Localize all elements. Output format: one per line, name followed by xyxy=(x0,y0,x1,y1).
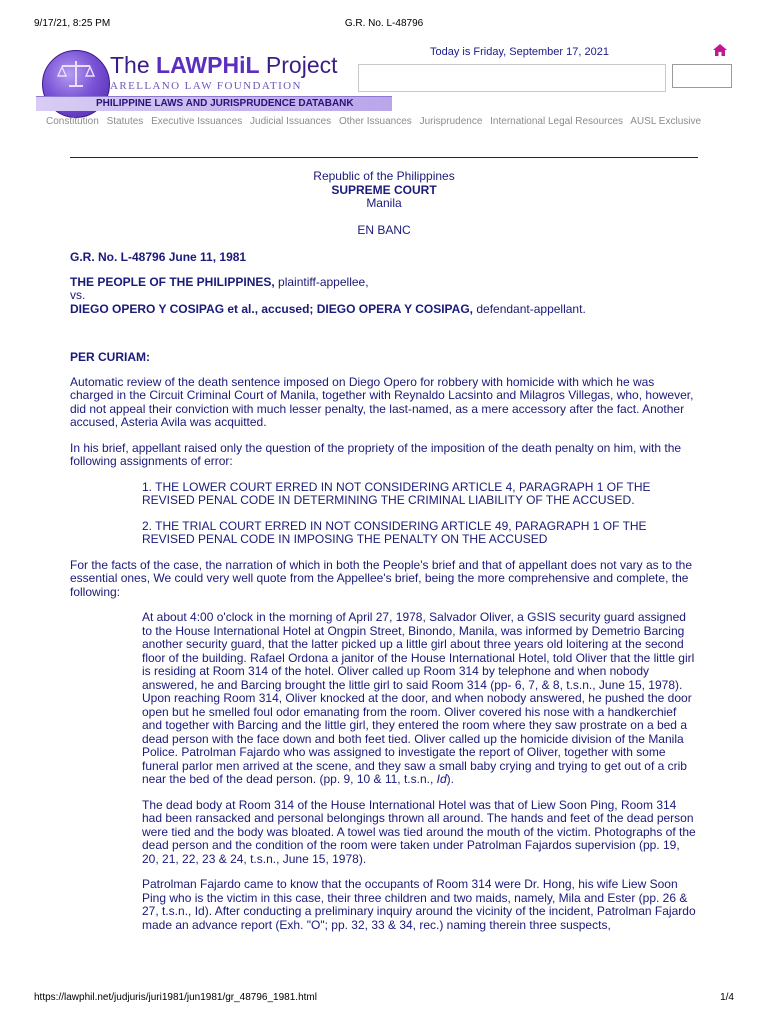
per-curiam-heading: PER CURIAM: xyxy=(70,350,150,364)
site-title xyxy=(110,52,338,79)
page-number: 1/4 xyxy=(720,992,734,1003)
party-defendant xyxy=(70,303,698,317)
quoted-paragraph-1-cite: Id xyxy=(436,772,447,786)
assignment-of-error-2: 2. THE TRIAL COURT ERRED IN NOT CONSIDERING ARTICLE 49, PARAGRAPH 1 OF THE REVISED PENAL CODE IN IMPOSING THE PENALTY ON THE ACCUSED xyxy=(142,518,647,546)
title-brand: LAWPHiL xyxy=(156,52,260,78)
court-city: Manila xyxy=(366,196,402,210)
nav-executive-issuances[interactable]: Executive Issuances xyxy=(151,116,243,127)
print-datetime: 9/17/21, 8:25 PM xyxy=(34,18,111,29)
nav-ausl-exclusive[interactable]: AUSL Exclusive xyxy=(630,116,702,127)
quoted-paragraph-1-end: ). xyxy=(446,772,455,786)
page-url[interactable]: https://lawphil.net/judjuris/juri1981/jun1981/gr_48796_1981.html xyxy=(34,992,317,1003)
party-plaintiff xyxy=(70,276,698,290)
case-document xyxy=(70,170,698,932)
site-banner[interactable] xyxy=(34,48,364,114)
nav-international-legal-resources[interactable]: International Legal Resources xyxy=(490,116,624,127)
defendant-name: DIEGO OPERO Y COSIPAG et al., accused; DIEGO OPERA Y COSIPAG, xyxy=(70,301,474,316)
assignment-of-error-1: 1. THE LOWER COURT ERRED IN NOT CONSIDERING ARTICLE 4, PARAGRAPH 1 OF THE REVISED PENAL CODE IN DETERMINING THE CRIMINAL LIABILITY OF THE ACCUSED. xyxy=(142,479,651,507)
gr-number: G.R. No. L-48796 June 11, 1981 xyxy=(70,250,247,264)
versus: vs. xyxy=(70,288,86,302)
header-divider xyxy=(70,157,698,158)
nav-constitution[interactable]: Constitution xyxy=(46,116,99,127)
nav-statutes[interactable]: Statutes xyxy=(106,116,144,127)
quoted-paragraph-1 xyxy=(142,611,698,787)
search-button[interactable] xyxy=(672,64,732,88)
division: EN BANC xyxy=(357,222,411,237)
quoted-paragraph-2: The dead body at Room 314 of the House International Hotel was that of Liew Soon Ping, Room 314 had been ransacked and personal belongings thrown all around. The hands and feet of the dead person were tied and the body was bloated. A towel was tied around the mouth of the victim. Photographs of the dead person and the condition of the room were taken under Patrolman Fajardos supervision (pp. 19, 20, 21, 22, 23 & 24, t.s.n., June 15, 1978). xyxy=(142,797,696,866)
today-date: Today is Friday, September 17, 2021 xyxy=(430,46,609,58)
scales-of-justice-icon xyxy=(56,59,96,89)
paragraph-1: Automatic review of the death sentence imposed on Diego Opero for robbery with homicide with which he was charged in the Circuit Criminal Court of Manila, together with Reynaldo Lacsinto and Milagros Villegas, who, however, did not appeal their conviction with much lesser penalty, the last-named, as a mere accessory after the fact. Another accused, Asteria Avila was acquitted. xyxy=(70,374,694,429)
print-doc-title: G.R. No. L-48796 xyxy=(344,18,424,29)
plaintiff-name: THE PEOPLE OF THE PHILIPPINES, xyxy=(70,274,275,289)
home-icon[interactable] xyxy=(712,43,728,62)
nav-jurisprudence[interactable]: Jurisprudence xyxy=(419,116,483,127)
paragraph-2: In his brief, appellant raised only the question of the propriety of the imposition of the death penalty on him, with the following assignments of error: xyxy=(70,440,682,468)
print-footer xyxy=(34,992,734,1003)
paragraph-3: For the facts of the case, the narration of which in both the People's brief and that of appellant does not vary as to the essential ones, We could very well quote from the Appellee's brief, being the more comprehensive and complete, the following: xyxy=(70,557,693,599)
republic-line: Republic of the Philippines xyxy=(313,169,455,183)
search-input[interactable] xyxy=(358,64,666,92)
title-suffix: Project xyxy=(265,52,338,78)
foundation-name: ARELLANO LAW FOUNDATION xyxy=(110,80,302,92)
quoted-paragraph-3: Patrolman Fajardo came to know that the occupants of Room 314 were Dr. Hong, his wife Liew Soon Ping who is the victim in this case, their three children and two maids, namely, Mila and Ester (pp. 26 & 27, t.s.n., Id). After conducting a preliminary inquiry around the vicinity of the incident, Patrolman Fajardo made an advance report (Exh. "O"; pp. 32, 33 & 34, rec.) naming therein three suspects, xyxy=(142,877,696,932)
top-nav xyxy=(46,116,706,127)
defendant-role: defendant-appellant. xyxy=(473,301,586,316)
court-name: SUPREME COURT xyxy=(331,182,437,197)
title-prefix: The xyxy=(110,52,150,78)
plaintiff-role: plaintiff-appellee, xyxy=(274,274,369,289)
nav-other-issuances[interactable]: Other Issuances xyxy=(338,116,412,127)
databank-bar xyxy=(36,96,392,111)
quoted-paragraph-1-text: At about 4:00 o'clock in the morning of April 27, 1978, Salvador Oliver, a GSIS security guard assigned to the House International Hotel at Ongpin Street, Binondo, Manila, was informed by Demetrio Barcing another security guard, that the latter picked up a little girl about three years old loitering at the second floor of the building. Rafael Ordona a janitor of the House International Hotel, told Oliver that the little girl is residing at Room 314 of the hotel. Oliver called up Room 314 by telephone and when nobody answered, he and Barcing brought the little girl to said Room 314 (pp- 6, 7, & 8, t.s.n., June 15, 1978). Upon reaching Room 314, Oliver knocked at the door, and when nobody answered, he pushed the door open but he smelled foul odor emanating from the room. Oliver covered his nose with a handkerchief and together with Barcing and the little girl, they entered the room where they saw prostrate on a bed a dead person with the face down and both feet tied. Oliver called up the homicide division of the Manila Police. Patrolman Fajardo who was assigned to investigate the report of Oliver, together with some funeral parlor men arrived at the scene, and they saw a small baby crying and trying to get out of a crib near the bed of the dead person. (pp. 9, 10 & 11, t.s.n., xyxy=(142,610,695,786)
nav-judicial-issuances[interactable]: Judicial Issuances xyxy=(250,116,332,127)
databank-label: PHILIPPINE LAWS AND JURISPRUDENCE DATABANK xyxy=(96,98,354,109)
